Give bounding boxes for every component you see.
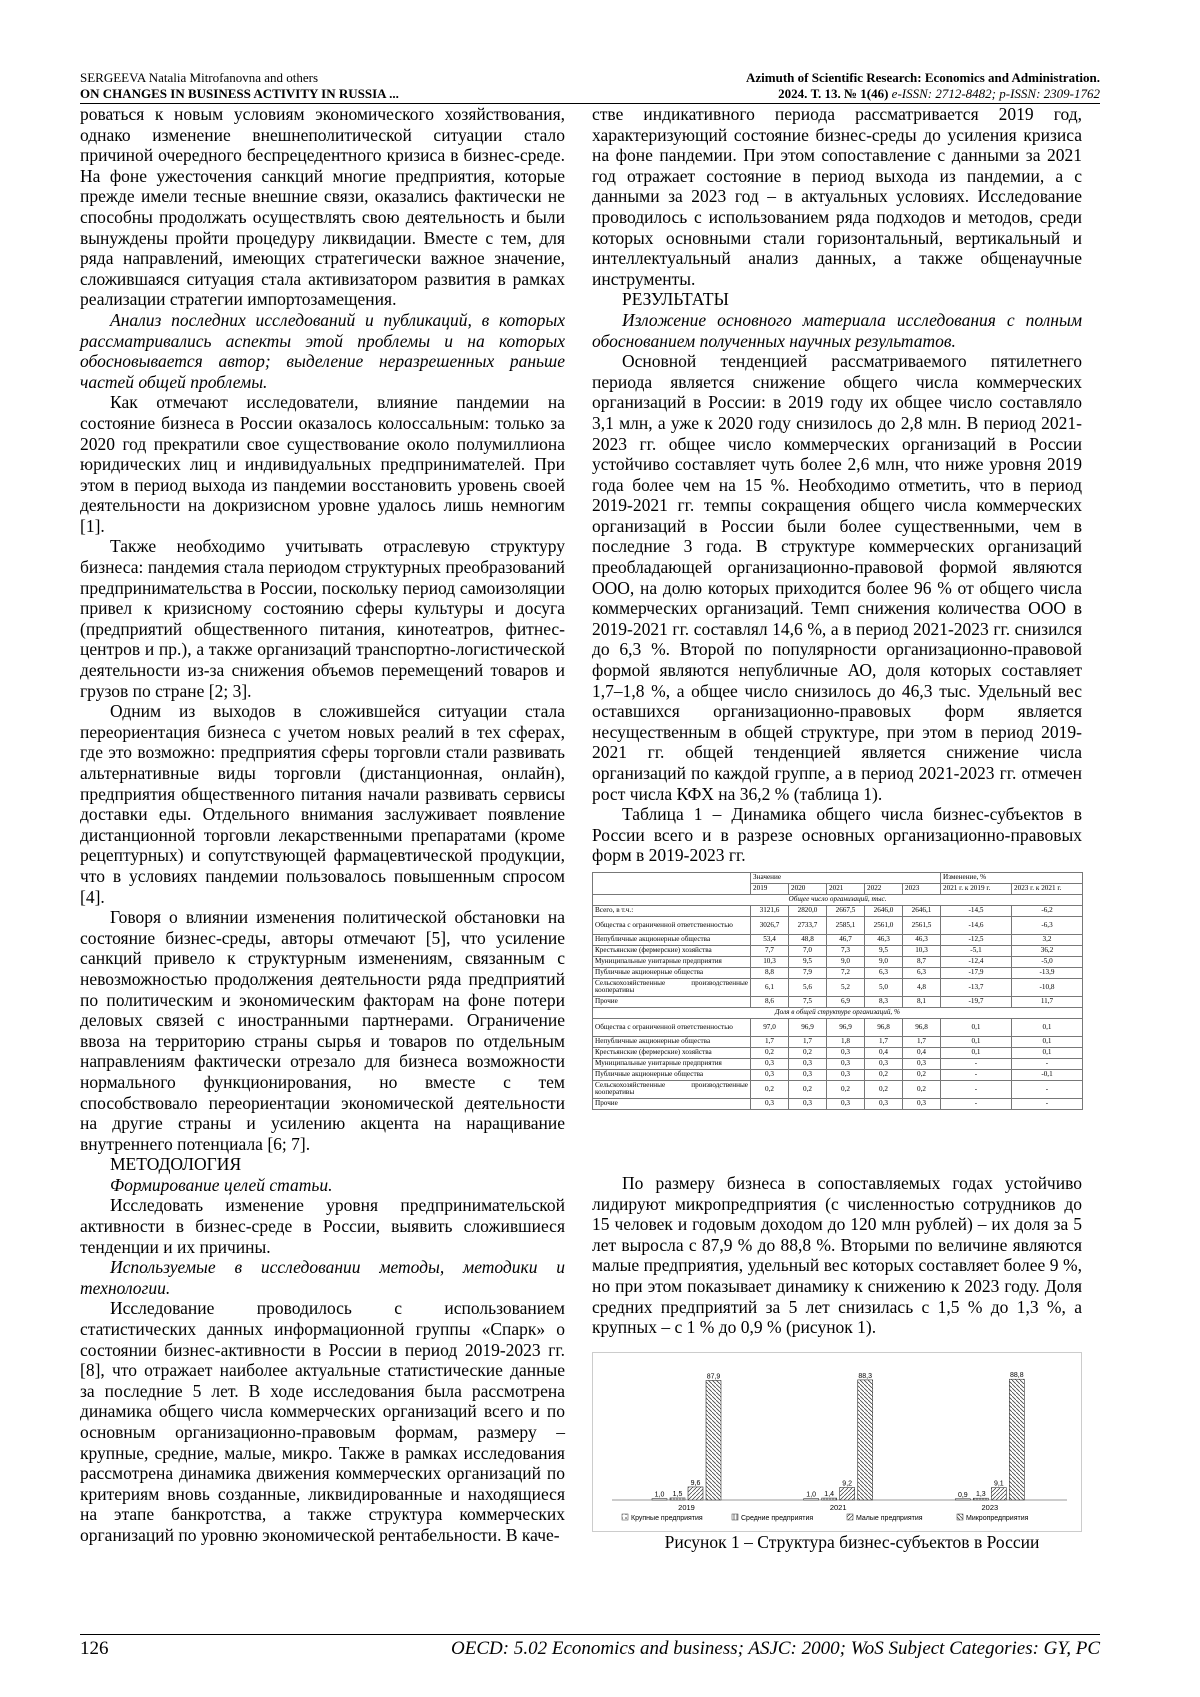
table-corner-cell xyxy=(593,872,751,894)
table-change-cell: -14,6 xyxy=(941,916,1012,934)
table-change-cell: 0,1 xyxy=(941,1036,1012,1047)
table-cell: 8,3 xyxy=(865,996,903,1007)
table-change-cell: - xyxy=(1012,1058,1083,1069)
figure-caption: Рисунок 1 – Структура бизнес-субъектов в России xyxy=(664,1531,1040,1552)
table-caption: Таблица 1 – Динамика общего числа бизнес-субъектов в России всего и в разрезе основных организационно-правовых форм в 2019-2023 гг. xyxy=(592,804,1082,866)
table-head-change-2021: 2021 г. к 2019 г. xyxy=(941,883,1012,894)
table-cell: 0,3 xyxy=(903,1098,941,1109)
legend-swatch xyxy=(957,1514,963,1520)
table-cell: 3026,7 xyxy=(751,916,789,934)
table-cell: 0,3 xyxy=(751,1098,789,1109)
x-tick-label: 2023 xyxy=(981,1502,999,1512)
legend-label: Микропредприятия xyxy=(966,1514,1029,1522)
table-cell: 0,3 xyxy=(865,1098,903,1109)
table-section-label: Доля в общей структуре организаций, % xyxy=(593,1007,1083,1018)
paragraph: Как отмечают исследователи, влияние пандемии на состояние бизнеса в России оказалось колоссальным: только за 2020 год прекратили свое существование около полумиллиона юридических лиц и индивидуальных предпринимателей. При этом в период выхода из пандемии восстановить уровень своей деятельности на докризисном уровне удалось лишь немногим [1]. xyxy=(80,392,565,536)
table-row-label: Сельскохозяйственные производственные кооперативы xyxy=(593,978,751,996)
table-cell: 5,2 xyxy=(827,978,865,996)
data-label: 1,0 xyxy=(806,1491,817,1499)
paragraph: Одним из выходов в сложившейся ситуации стала переориентация бизнеса с учетом новых реалий в тех сферах, где это возможно: предприятия сферы торговли стали развивать альтернативные виды торговли (дистанционная, онлайн), предприятия общественного питания начали развивать сервисы доставки еды. Отдельного внимания заслуживает появление дистанционной торговли лекарственными препаратами (кроме рецептурных) и сопутствующей фармацевтической продукции, что в условиях пандемии пользовалось повышенным спросом [4]. xyxy=(80,701,565,907)
bar-dots-2021 xyxy=(804,1498,819,1499)
table-row-label: Всего, в т.ч.: xyxy=(593,905,751,916)
left-column xyxy=(80,104,565,1546)
bar-cross-2019 xyxy=(706,1380,721,1500)
legend-label: Малые предприятия xyxy=(856,1514,923,1522)
table-cell: 9,5 xyxy=(865,945,903,956)
table-row-label: Общества с ограниченной ответственностью xyxy=(593,1018,751,1036)
table-row xyxy=(593,1069,1083,1080)
data-label: 1,3 xyxy=(975,1490,986,1498)
table-cell: 10,3 xyxy=(903,945,941,956)
section-heading-results: РЕЗУЛЬТАТЫ xyxy=(622,289,729,310)
table-cell: 7,3 xyxy=(827,945,865,956)
legend-swatch xyxy=(622,1514,628,1520)
table-head-year: 2019 xyxy=(751,883,789,894)
table-body xyxy=(593,894,1083,1109)
table-change-cell: -13,7 xyxy=(941,978,1012,996)
table-cell: 0,2 xyxy=(865,1069,903,1080)
table-row-label: Прочие xyxy=(593,1098,751,1109)
table-row-label: Муниципальные унитарные предприятия xyxy=(593,956,751,967)
table-head-year: 2022 xyxy=(865,883,903,894)
table-change-cell: -17,9 xyxy=(941,967,1012,978)
table-change-cell: -5,0 xyxy=(1012,956,1083,967)
bar-diag-2021 xyxy=(840,1487,855,1500)
table-cell: 7,0 xyxy=(789,945,827,956)
table-cell: 0,3 xyxy=(827,1098,865,1109)
paragraph: Основной тенденцией рассматриваемого пятилетнего периода является снижение общего числа коммерческих организаций в России: в 2019 году их общее число составляло 3,1 млн, а уже к 2020 году снизилось до 2,8 млн. В период 2021-2023 гг. общее число коммерческих организаций в России устойчиво составляет чуть более 2,6 млн, что ниже уровня 2019 года более чем на 15 %. Необходимо отметить, что в период 2019-2021 гг. темпы сокращения общего числа коммерческих организаций в России были более существенными, чем в последние 3 года. В структуре коммерческих организаций преобладающей организационно-правовой формой являются ООО, на долю которых приходится более 96 % от общего числа коммерческих организаций. Темп снижения количества ООО в 2019-2021 гг. составлял 14,6 %, а в период 2021-2023 гг. снизился до 6,3 %. Второй по популярности организационно-правовой формой являются непубличные АО, доля которых составляет 1,7–1,8 %, а общее число снизилось до 46,3 тыс. Удельный вес оставшихся организационно-правовых форм является несущественным в общей структуре, при этом в период 2019-2021 гг. общей тенденцией является снижение числа организаций по каждой группе, а в период 2021-2023 гг. отмечен рост числа КФХ на 36,2 % (таблица 1). xyxy=(592,351,1082,804)
table-cell: 0,2 xyxy=(751,1047,789,1058)
paragraph-italic: Используемые в исследовании методы, методики и технологии. xyxy=(80,1257,565,1298)
data-label: 88,8 xyxy=(1010,1371,1024,1379)
x-tick-label: 2019 xyxy=(678,1502,695,1512)
table-row xyxy=(593,1080,1083,1098)
table-cell: 2646,1 xyxy=(903,905,941,916)
table-head-value: Значение xyxy=(751,872,941,883)
table-cell: 0,3 xyxy=(789,1069,827,1080)
bar-diag-2019 xyxy=(688,1487,703,1500)
table-cell: 2667,5 xyxy=(827,905,865,916)
table-section-row xyxy=(593,894,1083,905)
table-cell: 0,3 xyxy=(827,1069,865,1080)
legend-swatch xyxy=(732,1514,738,1520)
table-cell: 6,1 xyxy=(751,978,789,996)
table-row xyxy=(593,967,1083,978)
table-change-cell: - xyxy=(941,1058,1012,1069)
table-cell: 0,3 xyxy=(827,1047,865,1058)
table-cell: 0,2 xyxy=(827,1080,865,1098)
table-cell: 0,2 xyxy=(903,1080,941,1098)
table-cell: 0,3 xyxy=(751,1069,789,1080)
table-row-label: Муниципальные унитарные предприятия xyxy=(593,1058,751,1069)
table-cell: 0,4 xyxy=(903,1047,941,1058)
paragraph-italic: Анализ последних исследований и публикаций, в которых рассматривались аспекты этой проблемы и на которых обосновывается автор; выделение неразрешенных раньше частей общей проблемы. xyxy=(80,309,565,392)
table-row xyxy=(593,956,1083,967)
short-title-line: ON CHANGES IN BUSINESS ACTIVITY IN RUSSIA ... xyxy=(80,86,399,101)
bar-vlines-2021 xyxy=(822,1498,837,1500)
table-cell: 4,8 xyxy=(903,978,941,996)
table-cell: 46,3 xyxy=(903,934,941,945)
paragraph-italic: Изложение основного материала исследования с полным обоснованием полученных научных результатов. xyxy=(592,309,1082,351)
data-label: 1,5 xyxy=(672,1490,683,1498)
issn-line: e-ISSN: 2712-8482; p-ISSN: 2309-1762 xyxy=(888,86,1100,101)
section-heading-methodology: МЕТОДОЛОГИЯ xyxy=(110,1154,242,1175)
table-change-cell: -6,2 xyxy=(1012,905,1083,916)
table-cell: 3121,6 xyxy=(751,905,789,916)
table-change-cell: 36,2 xyxy=(1012,945,1083,956)
table-change-cell: - xyxy=(1012,1098,1083,1109)
table-cell: 48,8 xyxy=(789,934,827,945)
table-row xyxy=(593,1058,1083,1069)
paragraph: Исследование проводилось с использованием статистических данных информационной группы «Спарк» о состоянии бизнес-активности в России в период 2019-2023 гг. [8], что отражает наиболее актуальные статистические данные за последние 5 лет. В ходе исследования была рассмотрена динамика общего числа коммерческих организаций всего и по основным организационно-правовым формам, размеру – крупные, средние, малые, микро. Также в рамках исследования рассмотрена динамика движения коммерческих организаций по критериям вновь созданные, ликвидированные и находящиеся на этапе банкротства, а также структура коммерческих организаций по уровню экономической рентабельности. В каче- xyxy=(80,1298,565,1545)
table-cell: 2733,7 xyxy=(789,916,827,934)
classification-codes: OECD: 5.02 Economics and business; ASJC: 2000; WoS Subject Categories: GY, PC xyxy=(451,1638,1100,1659)
table-cell: 0,3 xyxy=(865,1058,903,1069)
table-section-label: Общее число организаций, тыс. xyxy=(593,894,1083,905)
table-cell: 2561,5 xyxy=(903,916,941,934)
bar-vlines-2023 xyxy=(973,1498,988,1500)
table-cell: 96,8 xyxy=(865,1018,903,1036)
table-cell: 97,0 xyxy=(751,1018,789,1036)
table-row xyxy=(593,996,1083,1007)
table-cell: 7,7 xyxy=(751,945,789,956)
table-change-cell: -14,5 xyxy=(941,905,1012,916)
table-change-cell: -13,9 xyxy=(1012,967,1083,978)
table-row-label: Общества с ограниченной ответственностью xyxy=(593,916,751,934)
table-cell: 5,6 xyxy=(789,978,827,996)
table-row-label: Непубличные акционерные общества xyxy=(593,1036,751,1047)
table-section-row xyxy=(593,1007,1083,1018)
table-cell: 0,3 xyxy=(903,1058,941,1069)
table-cell: 9,5 xyxy=(789,956,827,967)
table-change-cell: -12,4 xyxy=(941,956,1012,967)
bar-vlines-2019 xyxy=(670,1498,685,1500)
data-label: 9,1 xyxy=(993,1480,1004,1488)
table-row-label: Публичные акционерные общества xyxy=(593,967,751,978)
table-cell: 2585,1 xyxy=(827,916,865,934)
table-cell: 0,2 xyxy=(865,1080,903,1098)
data-label: 9,2 xyxy=(842,1480,853,1488)
table-row xyxy=(593,1036,1083,1047)
table-row-label: Крестьянские (фермерские) хозяйства xyxy=(593,1047,751,1058)
data-label: 1,0 xyxy=(654,1491,665,1499)
journal-title: Azimuth of Scientific Research: Economics and Administration. xyxy=(746,70,1100,85)
table-change-cell: - xyxy=(941,1069,1012,1080)
table-cell: 53,4 xyxy=(751,934,789,945)
footer-rule xyxy=(80,1634,1100,1635)
table-cell: 96,9 xyxy=(827,1018,865,1036)
table-change-cell: 0,1 xyxy=(941,1018,1012,1036)
bar-cross-2023 xyxy=(1009,1379,1024,1500)
table-row xyxy=(593,1018,1083,1036)
table-1 xyxy=(592,872,1082,1157)
table-cell: 1,7 xyxy=(865,1036,903,1047)
table-row-label: Прочие xyxy=(593,996,751,1007)
table-row-label: Сельскохозяйственные производственные кооперативы xyxy=(593,1080,751,1098)
table-row-label: Публичные акционерные общества xyxy=(593,1069,751,1080)
table-cell: 1,7 xyxy=(903,1036,941,1047)
table-head-year: 2021 xyxy=(827,883,865,894)
table-cell: 1,7 xyxy=(751,1036,789,1047)
table-cell: 0,3 xyxy=(751,1058,789,1069)
table-row-label: Непубличные акционерные общества xyxy=(593,934,751,945)
paragraph: По размеру бизнеса в сопоставляемых годах устойчиво лидируют микропредприятия (с численностью сотрудников до 15 человек и годовым доходом до 120 млн рублей) – их доля за 5 лет выросла с 87,9 % до 88,8 %. Вторыми по величине являются малые предприятия, удельный вес которых составляет более 9 %, но при этом показывает динамику к снижению к 2023 году. Доля средних предприятий за 5 лет снизилась с 1,5 % до 1,3 %, а крупных – с 1 % до 0,9 % (рисунок 1). xyxy=(592,1172,1082,1338)
right-column xyxy=(592,104,1082,1552)
table-change-cell: -5,1 xyxy=(941,945,1012,956)
paragraph: стве индикативного периода рассматривается 2019 год, характеризующий состояние бизнес-среды до усиления кризиса на фоне пандемии. При этом сопоставление с данными за 2021 год отражает состояние в период выхода из пандемии, а с данными за 2023 год – в актуальных условиях. Исследование проводилось с использованием ряда подходов и методов, среди которых основными стали горизонтальный, вертикальный и интеллектуальный анализ данных, а также общенаучные инструменты. xyxy=(592,104,1082,289)
table-cell: 0,3 xyxy=(789,1058,827,1069)
table-cell: 9,0 xyxy=(865,956,903,967)
table-cell: 6,9 xyxy=(827,996,865,1007)
legend-label: Крупные предприятия xyxy=(631,1514,703,1522)
table-change-cell: -10,8 xyxy=(1012,978,1083,996)
data-label: 88,3 xyxy=(858,1372,872,1380)
page-number: 126 xyxy=(80,1638,109,1659)
table-change-cell: -19,7 xyxy=(941,996,1012,1007)
data-label: 9,6 xyxy=(690,1479,701,1487)
table-cell: 1,7 xyxy=(789,1036,827,1047)
table-cell: 0,2 xyxy=(789,1047,827,1058)
table-cell: 7,5 xyxy=(789,996,827,1007)
table-cell: 0,2 xyxy=(789,1080,827,1098)
table-row xyxy=(593,905,1083,916)
bar-cross-2021 xyxy=(858,1380,873,1500)
table-row xyxy=(593,934,1083,945)
table-change-cell: - xyxy=(1012,1080,1083,1098)
table-change-cell: -12,5 xyxy=(941,934,1012,945)
table-cell: 8,1 xyxy=(903,996,941,1007)
paragraph: Говоря о влиянии изменения политической обстановки на состояние бизнес-среды, авторы отмечают [5], что усиление санкций привело к структурным изменениям, связанным с невозможностью продолжения деятельности ряда предприятий по политическим и экономическим факторам на фоне потери деловых связей с иностранными партнерами. Ограничение ввоза на территорию страны сырья и товаров по отдельным направлениям фактически отрезало для бизнеса возможности нормального функционирования, но вместе с тем способствовало переориентации экономической деятельности на другие страны и усилению акцента на наращивание внутреннего потенциала [6; 7]. xyxy=(80,907,565,1154)
table-change-cell: -6,3 xyxy=(1012,916,1083,934)
table-cell: 0,3 xyxy=(827,1058,865,1069)
table-cell: 2646,0 xyxy=(865,905,903,916)
paragraph: Исследовать изменение уровня предпринимательской активности в бизнес-среде в России, выявить сложившиеся тенденции и их причины. xyxy=(80,1195,565,1257)
table-cell: 7,2 xyxy=(827,967,865,978)
table-row xyxy=(593,1047,1083,1058)
table-cell: 2561,0 xyxy=(865,916,903,934)
table-cell: 46,7 xyxy=(827,934,865,945)
table-row-label: Крестьянские (фермерские) хозяйства xyxy=(593,945,751,956)
x-tick-label: 2021 xyxy=(829,1502,847,1512)
table-head-change-2023: 2023 г. к 2021 г. xyxy=(1012,883,1083,894)
table-cell: 0,2 xyxy=(903,1069,941,1080)
table-cell: 0,4 xyxy=(865,1047,903,1058)
legend-label: Средние предприятия xyxy=(741,1514,814,1522)
table-cell: 5,0 xyxy=(865,978,903,996)
data-label: 1,4 xyxy=(824,1490,835,1498)
data-label: 87,9 xyxy=(706,1373,721,1381)
table-cell: 96,9 xyxy=(789,1018,827,1036)
bar-diag-2023 xyxy=(991,1487,1006,1499)
paragraph: роваться к новым условиям экономического хозяйствования, однако изменение внешнеполитической ситуации стало причиной очередного беспрецедентного кризиса в бизнес-среде. На фоне ужесточения санкций многие предприятия, которые прежде имели тесные внешние связи, оказались фактически не способны продолжать осуществлять свою деятельность и были вынуждены пройти процедуру ликвидации. Вместе с тем, для ряда направлений, имеющих стратегически важное значение, сложившаяся ситуация стала активизатором развития в рамках реализации стратегии импортозамещения. xyxy=(80,104,565,310)
legend-swatch xyxy=(847,1514,853,1520)
table-row xyxy=(593,1098,1083,1109)
journal-issue xyxy=(746,86,1100,102)
table-cell: 9,0 xyxy=(827,956,865,967)
paragraph: Также необходимо учитывать отраслевую структуру бизнеса: пандемия стала периодом структурных преобразований предпринимательства в России, поскольку период самоизоляции привел к кризисному состоянию сферы культуры и досуга (предприятий общественного питания, кинотеатров, фитнес-центров и пр.), а также организаций транспортно-логистической деятельности из-за снижения объемов перемещений товаров и грузов по стране [2; 3]. xyxy=(80,536,565,701)
figure-1-chart xyxy=(592,1352,1082,1532)
issue-number: 2024. Т. 13. № 1(46) xyxy=(778,86,889,101)
table-change-cell: 0,1 xyxy=(1012,1018,1083,1036)
table-change-cell: 0,1 xyxy=(1012,1036,1083,1047)
table-head-change: Изменение, % xyxy=(941,872,1083,883)
table-row xyxy=(593,978,1083,996)
bar-dots-2019 xyxy=(652,1498,667,1499)
table-cell: 6,3 xyxy=(865,967,903,978)
running-head-left xyxy=(80,70,399,102)
data-label: 0,9 xyxy=(957,1491,968,1499)
table-cell: 10,3 xyxy=(751,956,789,967)
table-change-cell: - xyxy=(941,1098,1012,1109)
table-cell: 7,9 xyxy=(789,967,827,978)
bar-chart-svg xyxy=(592,1352,1082,1532)
chart-marks xyxy=(612,1372,1067,1522)
table-cell: 0,3 xyxy=(789,1098,827,1109)
authors-line: SERGEEVA Natalia Mitrofanovna and others xyxy=(80,70,319,85)
table-head-year: 2023 xyxy=(903,883,941,894)
table-change-cell: 0,1 xyxy=(941,1047,1012,1058)
table-row xyxy=(593,945,1083,956)
table-cell: 1,8 xyxy=(827,1036,865,1047)
table-cell: 8,8 xyxy=(751,967,789,978)
table-row xyxy=(593,916,1083,934)
paragraph-italic: Формирование целей статьи. xyxy=(110,1174,333,1195)
table-change-cell: 3,2 xyxy=(1012,934,1083,945)
table-cell: 46,3 xyxy=(865,934,903,945)
table-change-cell: -0,1 xyxy=(1012,1069,1083,1080)
table-cell: 6,3 xyxy=(903,967,941,978)
running-head-right xyxy=(746,70,1100,102)
table-change-cell: 0,1 xyxy=(1012,1047,1083,1058)
table-change-cell: - xyxy=(941,1080,1012,1098)
table-cell: 96,8 xyxy=(903,1018,941,1036)
table-cell: 8,7 xyxy=(903,956,941,967)
data-table xyxy=(592,872,1083,1110)
table-change-cell: 11,7 xyxy=(1012,996,1083,1007)
table-cell: 8,6 xyxy=(751,996,789,1007)
table-head-year: 2020 xyxy=(789,883,827,894)
table-cell: 2820,0 xyxy=(789,905,827,916)
table-cell: 0,2 xyxy=(751,1080,789,1098)
bar-dots-2023 xyxy=(955,1498,970,1499)
